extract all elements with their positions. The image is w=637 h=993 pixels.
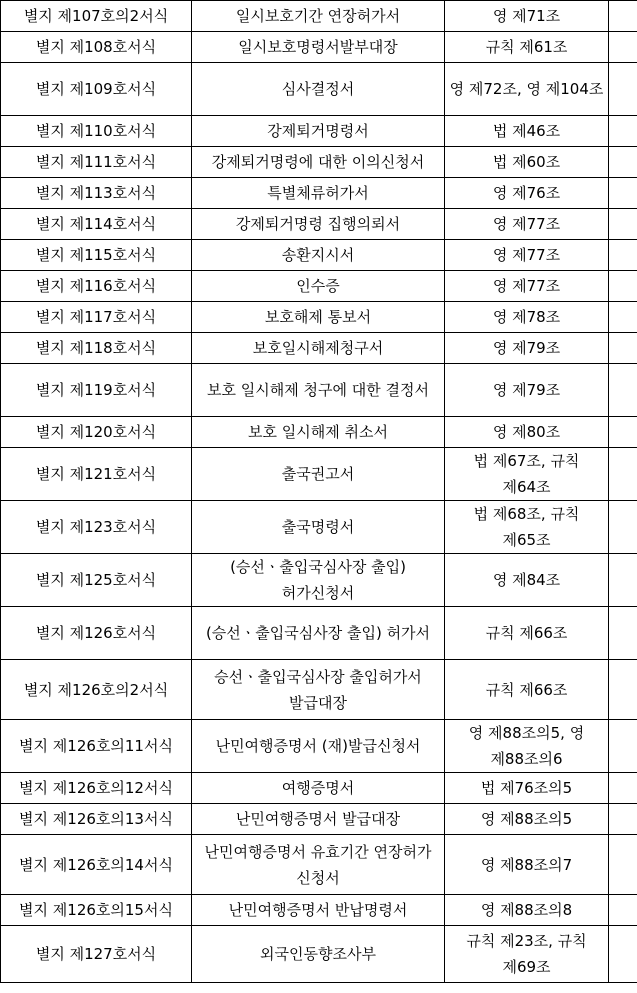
form-number-cell: 별지 제126호의15서식 [1,895,192,926]
blank-cell [609,1,637,32]
form-number-cell: 별지 제123호서식 [1,501,192,554]
form-number-cell: 별지 제127호서식 [1,926,192,983]
legal-basis-cell: 규칙 제66조 [445,660,609,720]
table-row [1,804,637,835]
form-number-cell: 별지 제117호서식 [1,302,192,333]
table-row [1,501,637,554]
legal-basis-cell: 영 제88조의5 [445,804,609,835]
table-row [1,835,637,895]
table-row [1,271,637,302]
table-row [1,240,637,271]
table-row [1,895,637,926]
legal-basis-cell: 영 제88조의7 [445,835,609,895]
form-number-cell: 별지 제120호서식 [1,417,192,448]
table-row [1,773,637,804]
legal-basis-cell: 규칙 제23조, 규칙 제69조 [445,926,609,983]
blank-cell [609,417,637,448]
legal-basis-cell: 영 제79조 [445,364,609,417]
form-title-cell: 송환지시서 [192,240,445,271]
form-title-cell: 심사결정서 [192,63,445,116]
blank-cell [609,660,637,720]
form-number-cell: 별지 제108호서식 [1,32,192,63]
legal-basis-cell: 법 제68조, 규칙 제65조 [445,501,609,554]
blank-cell [609,32,637,63]
legal-basis-cell: 법 제60조 [445,147,609,178]
legal-basis-cell: 법 제46조 [445,116,609,147]
form-number-cell: 별지 제109호서식 [1,63,192,116]
legal-basis-cell: 규칙 제61조 [445,32,609,63]
form-number-cell: 별지 제111호서식 [1,147,192,178]
form-title-cell: 보호 일시해제 청구에 대한 결정서 [192,364,445,417]
form-number-cell: 별지 제114호서식 [1,209,192,240]
legal-basis-cell: 영 제77조 [445,271,609,302]
blank-cell [609,835,637,895]
table-row [1,178,637,209]
form-number-cell: 별지 제121호서식 [1,448,192,501]
form-title-cell: 강제퇴거명령서 [192,116,445,147]
form-number-cell: 별지 제125호서식 [1,554,192,607]
legal-basis-cell: 영 제79조 [445,333,609,364]
blank-cell [609,63,637,116]
blank-cell [609,240,637,271]
form-title-cell: 승선ㆍ출입국심사장 출입허가서 발급대장 [192,660,445,720]
table-row [1,302,637,333]
form-title-cell: 여행증명서 [192,773,445,804]
form-title-cell: 난민여행증명서 반납명령서 [192,895,445,926]
form-title-cell: 일시보호명령서발부대장 [192,32,445,63]
legal-basis-cell: 영 제78조 [445,302,609,333]
blank-cell [609,501,637,554]
form-number-cell: 별지 제126호서식 [1,607,192,660]
legal-basis-cell: 영 제77조 [445,240,609,271]
table-row [1,926,637,983]
form-title-cell: 출국권고서 [192,448,445,501]
blank-cell [609,804,637,835]
form-number-cell: 별지 제110호서식 [1,116,192,147]
table-row [1,63,637,116]
form-title-cell: 인수증 [192,271,445,302]
blank-cell [609,773,637,804]
form-number-cell: 별지 제116호서식 [1,271,192,302]
form-number-cell: 별지 제126호의13서식 [1,804,192,835]
blank-cell [609,448,637,501]
table-row [1,720,637,773]
form-title-cell: (승선ㆍ출입국심사장 출입) 허가서 [192,607,445,660]
legal-basis-cell: 영 제88조의5, 영 제88조의6 [445,720,609,773]
table-row [1,607,637,660]
form-number-cell: 별지 제126호의2서식 [1,660,192,720]
table-row [1,333,637,364]
blank-cell [609,926,637,983]
form-number-cell: 별지 제126호의12서식 [1,773,192,804]
blank-cell [609,720,637,773]
blank-cell [609,607,637,660]
table-row [1,147,637,178]
form-title-cell: 난민여행증명서 유효기간 연장허가 신청서 [192,835,445,895]
form-number-cell: 별지 제119호서식 [1,364,192,417]
legal-basis-cell: 영 제80조 [445,417,609,448]
table-row [1,554,637,607]
form-title-cell: 강제퇴거명령에 대한 이의신청서 [192,147,445,178]
forms-table-body [1,1,637,983]
form-title-cell: 외국인동향조사부 [192,926,445,983]
legal-basis-cell: 규칙 제66조 [445,607,609,660]
legal-basis-cell: 영 제88조의8 [445,895,609,926]
table-row [1,660,637,720]
legal-basis-cell: 영 제84조 [445,554,609,607]
blank-cell [609,209,637,240]
form-number-cell: 별지 제126호의14서식 [1,835,192,895]
legal-basis-cell: 법 제76조의5 [445,773,609,804]
form-title-cell: 보호해제 통보서 [192,302,445,333]
table-row [1,32,637,63]
form-title-cell: 보호 일시해제 취소서 [192,417,445,448]
legal-basis-cell: 영 제77조 [445,209,609,240]
legal-basis-cell: 영 제71조 [445,1,609,32]
form-title-cell: (승선ㆍ출입국심사장 출입) 허가신청서 [192,554,445,607]
blank-cell [609,271,637,302]
blank-cell [609,302,637,333]
blank-cell [609,147,637,178]
blank-cell [609,364,637,417]
table-row [1,448,637,501]
form-title-cell: 일시보호기간 연장허가서 [192,1,445,32]
form-title-cell: 난민여행증명서 발급대장 [192,804,445,835]
table-row [1,417,637,448]
form-title-cell: 보호일시해제청구서 [192,333,445,364]
form-title-cell: 난민여행증명서 (재)발급신청서 [192,720,445,773]
form-number-cell: 별지 제113호서식 [1,178,192,209]
form-number-cell: 별지 제115호서식 [1,240,192,271]
form-number-cell: 별지 제126호의11서식 [1,720,192,773]
table-row [1,209,637,240]
legal-basis-cell: 영 제72조, 영 제104조 [445,63,609,116]
form-number-cell: 별지 제118호서식 [1,333,192,364]
legal-basis-cell: 법 제67조, 규칙 제64조 [445,448,609,501]
form-number-cell: 별지 제107호의2서식 [1,1,192,32]
legal-basis-cell: 영 제76조 [445,178,609,209]
blank-cell [609,554,637,607]
form-title-cell: 출국명령서 [192,501,445,554]
blank-cell [609,178,637,209]
blank-cell [609,895,637,926]
form-title-cell: 강제퇴거명령 집행의뢰서 [192,209,445,240]
table-row [1,1,637,32]
form-title-cell: 특별체류허가서 [192,178,445,209]
blank-cell [609,116,637,147]
blank-cell [609,333,637,364]
table-row [1,116,637,147]
table-row [1,364,637,417]
